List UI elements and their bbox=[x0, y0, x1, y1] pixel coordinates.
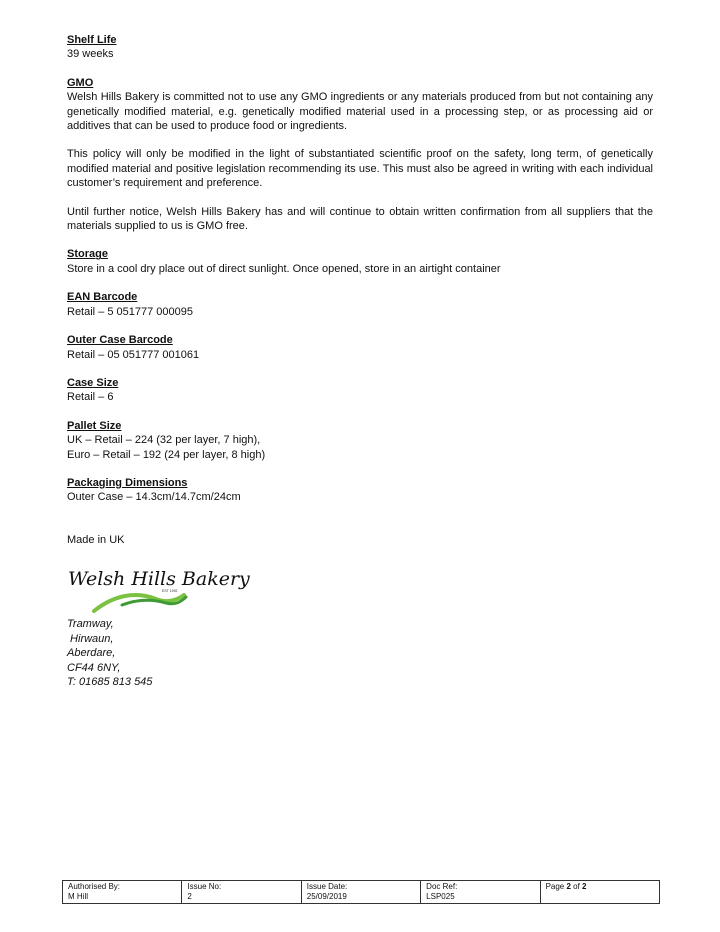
pallet-size-line: Euro – Retail – 192 (24 per layer, 8 high) bbox=[67, 448, 266, 461]
issue-no-label: Issue No: bbox=[187, 882, 222, 891]
doc-ref-cell bbox=[421, 881, 540, 904]
page-total: 2 bbox=[582, 882, 587, 891]
pallet-size-line: UK – Retail – 224 (32 per layer, 7 high), bbox=[67, 434, 261, 447]
page-current: 2 bbox=[566, 882, 571, 891]
authorised-by-cell bbox=[63, 881, 182, 904]
doc-ref-value: LSP025 bbox=[426, 892, 455, 901]
pallet-size-section bbox=[67, 419, 653, 462]
address-line: T: 01685 813 545 bbox=[67, 676, 153, 689]
logo-small-text: EST 1992 bbox=[162, 589, 178, 593]
case-size-value: Retail – 6 bbox=[67, 391, 114, 404]
doc-ref-label: Doc Ref: bbox=[426, 882, 458, 891]
welsh-hills-bakery-logo bbox=[66, 561, 250, 619]
pallet-size-heading: Pallet Size bbox=[67, 419, 122, 432]
page-mid: of bbox=[570, 882, 583, 891]
case-size-section bbox=[67, 376, 653, 405]
gmo-heading: GMO bbox=[67, 76, 94, 89]
address-line: CF44 6NY, bbox=[67, 661, 121, 674]
storage-heading: Storage bbox=[67, 248, 108, 261]
shelf-life-heading: Shelf Life bbox=[67, 34, 117, 46]
issue-date-value: 25/09/2019 bbox=[306, 892, 347, 901]
packaging-dimensions-heading: Packaging Dimensions bbox=[67, 476, 188, 489]
authorised-by-label: Authorised By: bbox=[68, 882, 121, 891]
authorised-by-value: M Hill bbox=[68, 892, 88, 901]
packaging-dimensions-section bbox=[67, 476, 653, 505]
made-in-text: Made in UK bbox=[67, 533, 125, 546]
outer-case-barcode-value: Retail – 05 051777 001061 bbox=[67, 348, 200, 361]
issue-date-label: Issue Date: bbox=[306, 882, 348, 891]
storage-value: Store in a cool dry place out of direct sunlight. Once opened, store in an airtight container bbox=[67, 262, 501, 275]
outer-case-barcode-heading: Outer Case Barcode bbox=[67, 334, 173, 347]
document-body bbox=[67, 33, 653, 547]
shelf-life-value: 39 weeks bbox=[67, 48, 114, 61]
packaging-dimensions-value: Outer Case – 14.3cm/14.7cm/24cm bbox=[67, 491, 241, 504]
shelf-life-section bbox=[67, 33, 653, 62]
page-number-cell bbox=[540, 881, 659, 904]
company-address bbox=[67, 617, 152, 690]
issue-no-value: 2 bbox=[187, 892, 192, 901]
footer-row bbox=[63, 881, 660, 904]
address-line: Tramway, bbox=[67, 618, 114, 630]
ean-barcode-value: Retail – 5 051777 000095 bbox=[67, 305, 193, 318]
outer-case-barcode-section bbox=[67, 333, 653, 362]
address-line: Hirwaun, bbox=[67, 632, 114, 645]
gmo-section bbox=[67, 76, 653, 234]
case-size-heading: Case Size bbox=[67, 376, 119, 389]
address-line: Aberdare, bbox=[67, 647, 116, 660]
page-prefix: Page bbox=[545, 882, 567, 891]
logo-wordmark: Welsh Hills Bakery bbox=[68, 568, 250, 590]
gmo-paragraph: Until further notice, Welsh Hills Bakery has and will continue to obtain written confirmation from all suppliers that the materials supplied to us is GMO free. bbox=[67, 205, 653, 233]
document-control-footer bbox=[62, 880, 660, 904]
gmo-paragraph: This policy will only be modified in the light of substantiated scientific proof on the safety, long term, of genetically modified material and positive legislation recommending its use. This must also be agreed in writing with each individual customer’s requirement and preference. bbox=[67, 148, 653, 190]
storage-section bbox=[67, 247, 653, 276]
gmo-paragraph: Welsh Hills Bakery is committed not to use any GMO ingredients or any materials produced from but not containing any genetically modified material, e.g. genetically modified material used in a processing step, or as processing aid or additives that can be used to produce food or ingredients. bbox=[67, 91, 653, 133]
ean-barcode-heading: EAN Barcode bbox=[67, 291, 138, 304]
issue-date-cell bbox=[301, 881, 420, 904]
issue-no-cell bbox=[182, 881, 301, 904]
ean-barcode-section bbox=[67, 290, 653, 319]
